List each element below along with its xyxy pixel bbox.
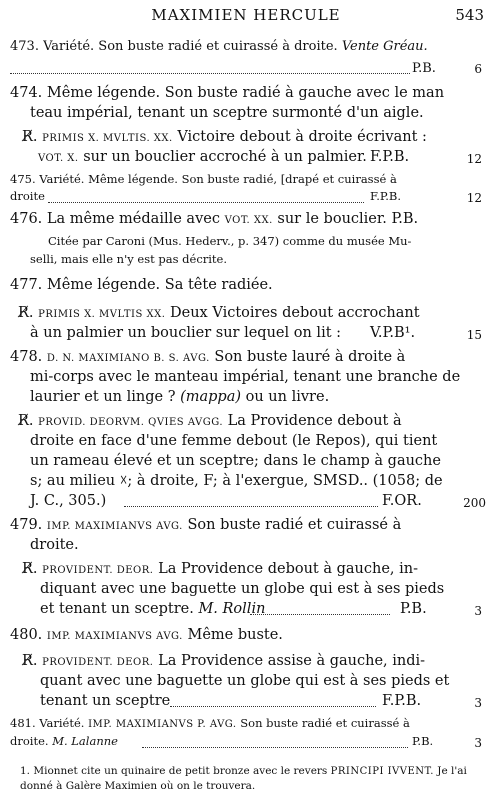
reverse-text: La Providence debout à gauche, in- — [158, 561, 419, 577]
footnote-text-cont: donné à Galère Maximien où on le trouvera. — [20, 779, 256, 792]
reverse-text-5: J. C., 305.) — [30, 493, 107, 509]
entry-number: 473. — [10, 39, 39, 54]
entry-grade: F.OR. — [382, 493, 422, 509]
entry-grade: P.B. — [400, 601, 427, 617]
entry-price: 12 — [466, 191, 482, 205]
reverse-text-cont: à un palmier un bouclier sur lequel on lit : — [30, 325, 342, 341]
entry-reference: Vente Gréau. — [341, 39, 428, 54]
reverse-text-4: s; au milieu ☓; à droite, F; à l'exergue, SMSD.. (1058; de — [30, 473, 443, 489]
entry-text: Même légende. Sa tête radiée. — [46, 277, 273, 293]
reverse-text-2: quant avec une baguette un globe qui est à ses pieds et — [40, 673, 450, 689]
footnote — [20, 764, 486, 793]
coin-legend: PRINCIPI IVVENT. — [330, 766, 434, 777]
reverse-text: Deux Victoires debout accrochant — [170, 305, 420, 321]
entry-price: 12 — [466, 152, 482, 166]
entry-text: Variété. Son buste radié et cuirassé à droite. — [43, 39, 338, 54]
dot-leader — [124, 506, 378, 507]
entry-text: Son buste lauré à droite à — [214, 349, 406, 365]
entry-text: Variété. Même légende. Son buste radié, [drapé et cuirassé à — [39, 172, 397, 186]
entry-number: 475. — [10, 172, 36, 186]
entry-number: 480. — [10, 627, 43, 643]
reverse-mark: R̸. — [18, 413, 34, 429]
entry-price: 6 — [474, 62, 482, 76]
entry-text: Son buste radié et cuirassé à — [187, 517, 402, 533]
entry-text-b: Son buste radié et cuirassé à — [240, 716, 410, 730]
entry-grade: V.P.B¹. — [370, 325, 416, 341]
reverse-mark: R̸. — [18, 305, 34, 321]
reverse-mark: R̸. — [22, 653, 38, 669]
entry-text: La même médaille avec — [46, 211, 220, 227]
entry-price: 3 — [474, 604, 482, 618]
entry-text: Même légende. Son buste radié à gauche avec le man — [46, 85, 445, 101]
entry-number: 481. — [10, 716, 36, 730]
entry-text-b: sur le bouclier. P.B. — [277, 211, 419, 227]
coin-legend: PROVID. DEORVM. QVIES AVGG. — [38, 417, 224, 428]
coin-legend: PROVIDENT. DEOR. — [42, 657, 154, 668]
vot-legend: VOT. X. — [38, 153, 79, 164]
entry-number: 476. — [10, 211, 43, 227]
entry-price: 200 — [463, 496, 486, 510]
reverse-text: La Providence assise à gauche, indi- — [158, 653, 426, 669]
entry-price: 3 — [474, 736, 482, 750]
entry-text-cont: droite. — [10, 734, 49, 748]
reverse-text-2: droite en face d'une femme debout (le Repos), qui tient — [30, 433, 438, 449]
dot-leader — [142, 747, 408, 748]
entry-number: 479. — [10, 517, 43, 533]
coin-legend: PRIMIS X. MVLTIS. XX. — [42, 133, 173, 144]
dot-leader — [170, 706, 376, 707]
entry-grade: P.B. — [412, 734, 434, 748]
entry-number: 477. — [10, 277, 43, 293]
vot-legend: VOT. XX. — [224, 215, 273, 226]
entry-text: Même buste. — [187, 627, 283, 643]
citation-line: Citée par Caroni (Mus. Hederv., p. 347) comme du musée Mu- — [48, 234, 412, 248]
reverse-text: La Providence debout à — [227, 413, 402, 429]
coin-legend: PRIMIS X. MVLTIS XX. — [38, 309, 166, 320]
footnote-text: 1. Mionnet cite un quinaire de petit bronze avec le revers — [20, 765, 328, 777]
page-title: MAXIMIEN HERCULE — [151, 6, 341, 24]
reverse-mark: R̸. — [22, 561, 38, 577]
page-number: 543 — [455, 6, 484, 24]
reverse-text-3: un rameau élevé et un sceptre; dans le champ à gauche — [30, 453, 441, 469]
entry-reference: M. Rollin — [198, 601, 266, 617]
reverse-text-3: tenant un sceptre — [40, 693, 171, 709]
entry-price: 15 — [466, 328, 482, 342]
entry-text-cont: droite. — [30, 537, 79, 553]
entry-text-cont: droite — [10, 189, 45, 203]
entry-grade: F.P.B. — [370, 149, 410, 165]
entry-grade: P.B. — [412, 61, 436, 76]
entry-grade: F.P.B. — [382, 693, 422, 709]
entry-text-cont: mi-corps avec le manteau impérial, tenant une branche de — [30, 369, 461, 385]
entry-price: 3 — [474, 696, 482, 710]
reverse-mark: R̸. — [22, 129, 38, 145]
reverse-text-cont: sur un bouclier accroché à un palmier. — [83, 149, 367, 165]
reverse-text-2: diquant avec une baguette un globe qui est à ses pieds — [40, 581, 445, 597]
dot-leader — [48, 202, 364, 203]
citation-line-cont: selli, mais elle n'y est pas décrite. — [30, 252, 228, 266]
entry-number: 474. — [10, 85, 43, 101]
entry-grade: F.P.B. — [370, 189, 402, 203]
entry-text-cont-2: laurier et un linge ? — [30, 389, 176, 405]
entry-text-cont: teau impérial, tenant un sceptre surmonté d'un aigle. — [30, 105, 424, 121]
footnote-text-b: Je l'ai — [437, 765, 467, 777]
reverse-text-3: et tenant un sceptre. — [40, 601, 194, 617]
coin-legend: D. N. MAXIMIANO B. S. AVG. — [46, 353, 210, 364]
running-header — [0, 4, 492, 26]
dot-leader — [250, 614, 390, 615]
entry-reference: M. Lalanne — [52, 734, 118, 748]
coin-legend: PROVIDENT. DEOR. — [42, 565, 154, 576]
mappa-term: (mappa) — [180, 389, 242, 405]
reverse-text: Victoire debout à droite écrivant : — [177, 129, 427, 145]
coin-legend: IMP. MAXIMIANVS AVG. — [46, 521, 183, 532]
coin-legend: IMP. MAXIMIANVS AVG. — [46, 631, 183, 642]
entry-text-cont-3: ou un livre. — [245, 389, 330, 405]
entry-number: 478. — [10, 349, 43, 365]
dot-leader — [10, 73, 410, 74]
entry-text: Variété. — [39, 716, 85, 730]
coin-legend: IMP. MAXIMIANVS P. AVG. — [88, 719, 237, 730]
